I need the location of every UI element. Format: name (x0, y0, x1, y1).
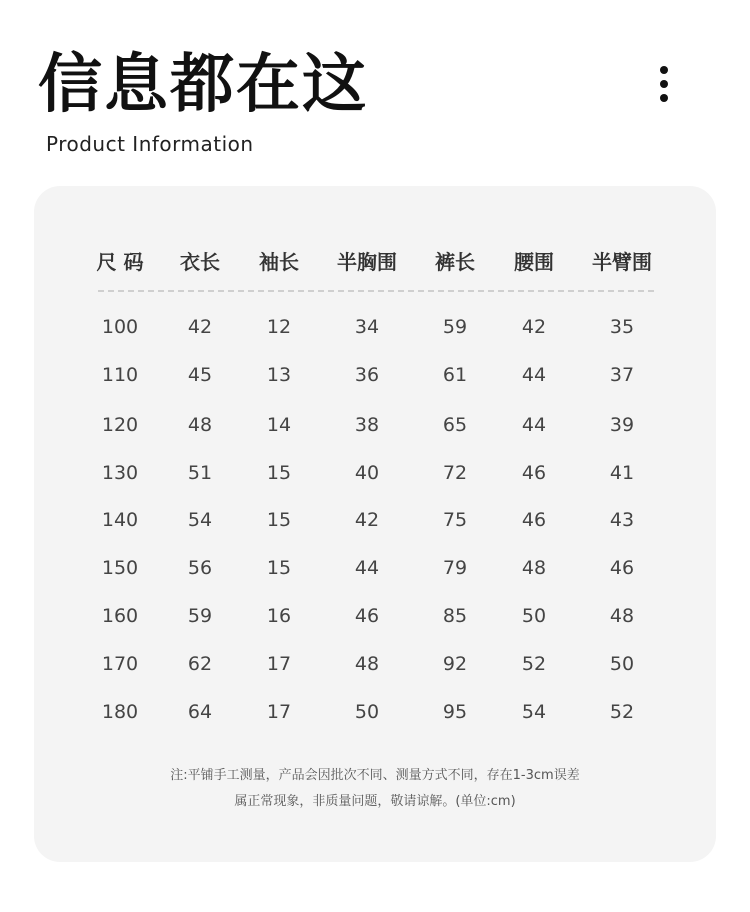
measurement-cell: 34 (354, 316, 380, 338)
column-header: 尺 码 (96, 250, 144, 274)
size-cell: 170 (101, 653, 139, 675)
measurement-cell: 40 (354, 462, 380, 484)
measurement-cell: 64 (187, 701, 213, 723)
measurement-cell: 51 (187, 462, 213, 484)
measurement-cell: 61 (442, 364, 468, 386)
measurement-cell: 59 (187, 605, 213, 627)
measurement-cell: 54 (187, 509, 213, 531)
measurement-cell: 85 (442, 605, 468, 627)
measurement-cell: 42 (354, 509, 380, 531)
page-subtitle: Product Information (46, 132, 254, 156)
measurement-cell: 48 (354, 653, 380, 675)
measurement-cell: 15 (266, 462, 292, 484)
measurement-cell: 42 (521, 316, 547, 338)
measurement-cell: 50 (521, 605, 547, 627)
measurement-cell: 52 (521, 653, 547, 675)
measurement-cell: 50 (609, 653, 635, 675)
measurement-cell: 95 (442, 701, 468, 723)
measurement-cell: 36 (354, 364, 380, 386)
size-cell: 180 (101, 701, 139, 723)
measurement-cell: 16 (266, 605, 292, 627)
size-cell: 120 (101, 414, 139, 436)
measurement-cell: 59 (442, 316, 468, 338)
measurement-cell: 62 (187, 653, 213, 675)
measurement-cell: 45 (187, 364, 213, 386)
measurement-cell: 48 (521, 557, 547, 579)
measurement-cell: 44 (521, 414, 547, 436)
measurement-cell: 79 (442, 557, 468, 579)
measurement-cell: 13 (266, 364, 292, 386)
measurement-cell: 44 (521, 364, 547, 386)
measurement-cell: 41 (609, 462, 635, 484)
measurement-cell: 42 (187, 316, 213, 338)
size-cell: 130 (101, 462, 139, 484)
measurement-cell: 15 (266, 509, 292, 531)
measurement-note-line-1: 注:平铺手工测量，产品会因批次不同、测量方式不同，存在1-3cm误差 (170, 768, 580, 783)
measurement-note-line-2: 属正常现象，非质量问题，敬请谅解。(单位:cm) (234, 794, 516, 809)
header-divider (98, 290, 654, 292)
measurement-cell: 48 (187, 414, 213, 436)
column-header: 半胸围 (337, 250, 397, 274)
measurement-cell: 52 (609, 701, 635, 723)
size-cell: 160 (101, 605, 139, 627)
column-header: 衣长 (180, 250, 220, 274)
measurement-cell: 39 (609, 414, 635, 436)
measurement-cell: 17 (266, 653, 292, 675)
measurement-cell: 44 (354, 557, 380, 579)
measurement-cell: 46 (521, 509, 547, 531)
measurement-cell: 43 (609, 509, 635, 531)
size-cell: 140 (101, 509, 139, 531)
measurement-cell: 35 (609, 316, 635, 338)
measurement-cell: 46 (609, 557, 635, 579)
measurement-cell: 12 (266, 316, 292, 338)
measurement-cell: 65 (442, 414, 468, 436)
size-chart-card (34, 186, 716, 862)
measurement-cell: 14 (266, 414, 292, 436)
measurement-cell: 92 (442, 653, 468, 675)
size-cell: 100 (101, 316, 139, 338)
measurement-cell: 37 (609, 364, 635, 386)
measurement-cell: 15 (266, 557, 292, 579)
measurement-cell: 56 (187, 557, 213, 579)
size-cell: 150 (101, 557, 139, 579)
measurement-cell: 72 (442, 462, 468, 484)
measurement-cell: 46 (354, 605, 380, 627)
measurement-cell: 54 (521, 701, 547, 723)
measurement-cell: 38 (354, 414, 380, 436)
column-header: 裤长 (435, 250, 475, 274)
more-options-icon[interactable] (652, 64, 676, 108)
measurement-cell: 50 (354, 701, 380, 723)
column-header: 半臂围 (592, 250, 652, 274)
page-title: 信息都在这 (38, 48, 368, 122)
measurement-cell: 17 (266, 701, 292, 723)
measurement-cell: 75 (442, 509, 468, 531)
column-header: 腰围 (514, 250, 554, 274)
measurement-cell: 48 (609, 605, 635, 627)
size-cell: 110 (101, 364, 139, 386)
measurement-cell: 46 (521, 462, 547, 484)
column-header: 袖长 (259, 250, 299, 274)
